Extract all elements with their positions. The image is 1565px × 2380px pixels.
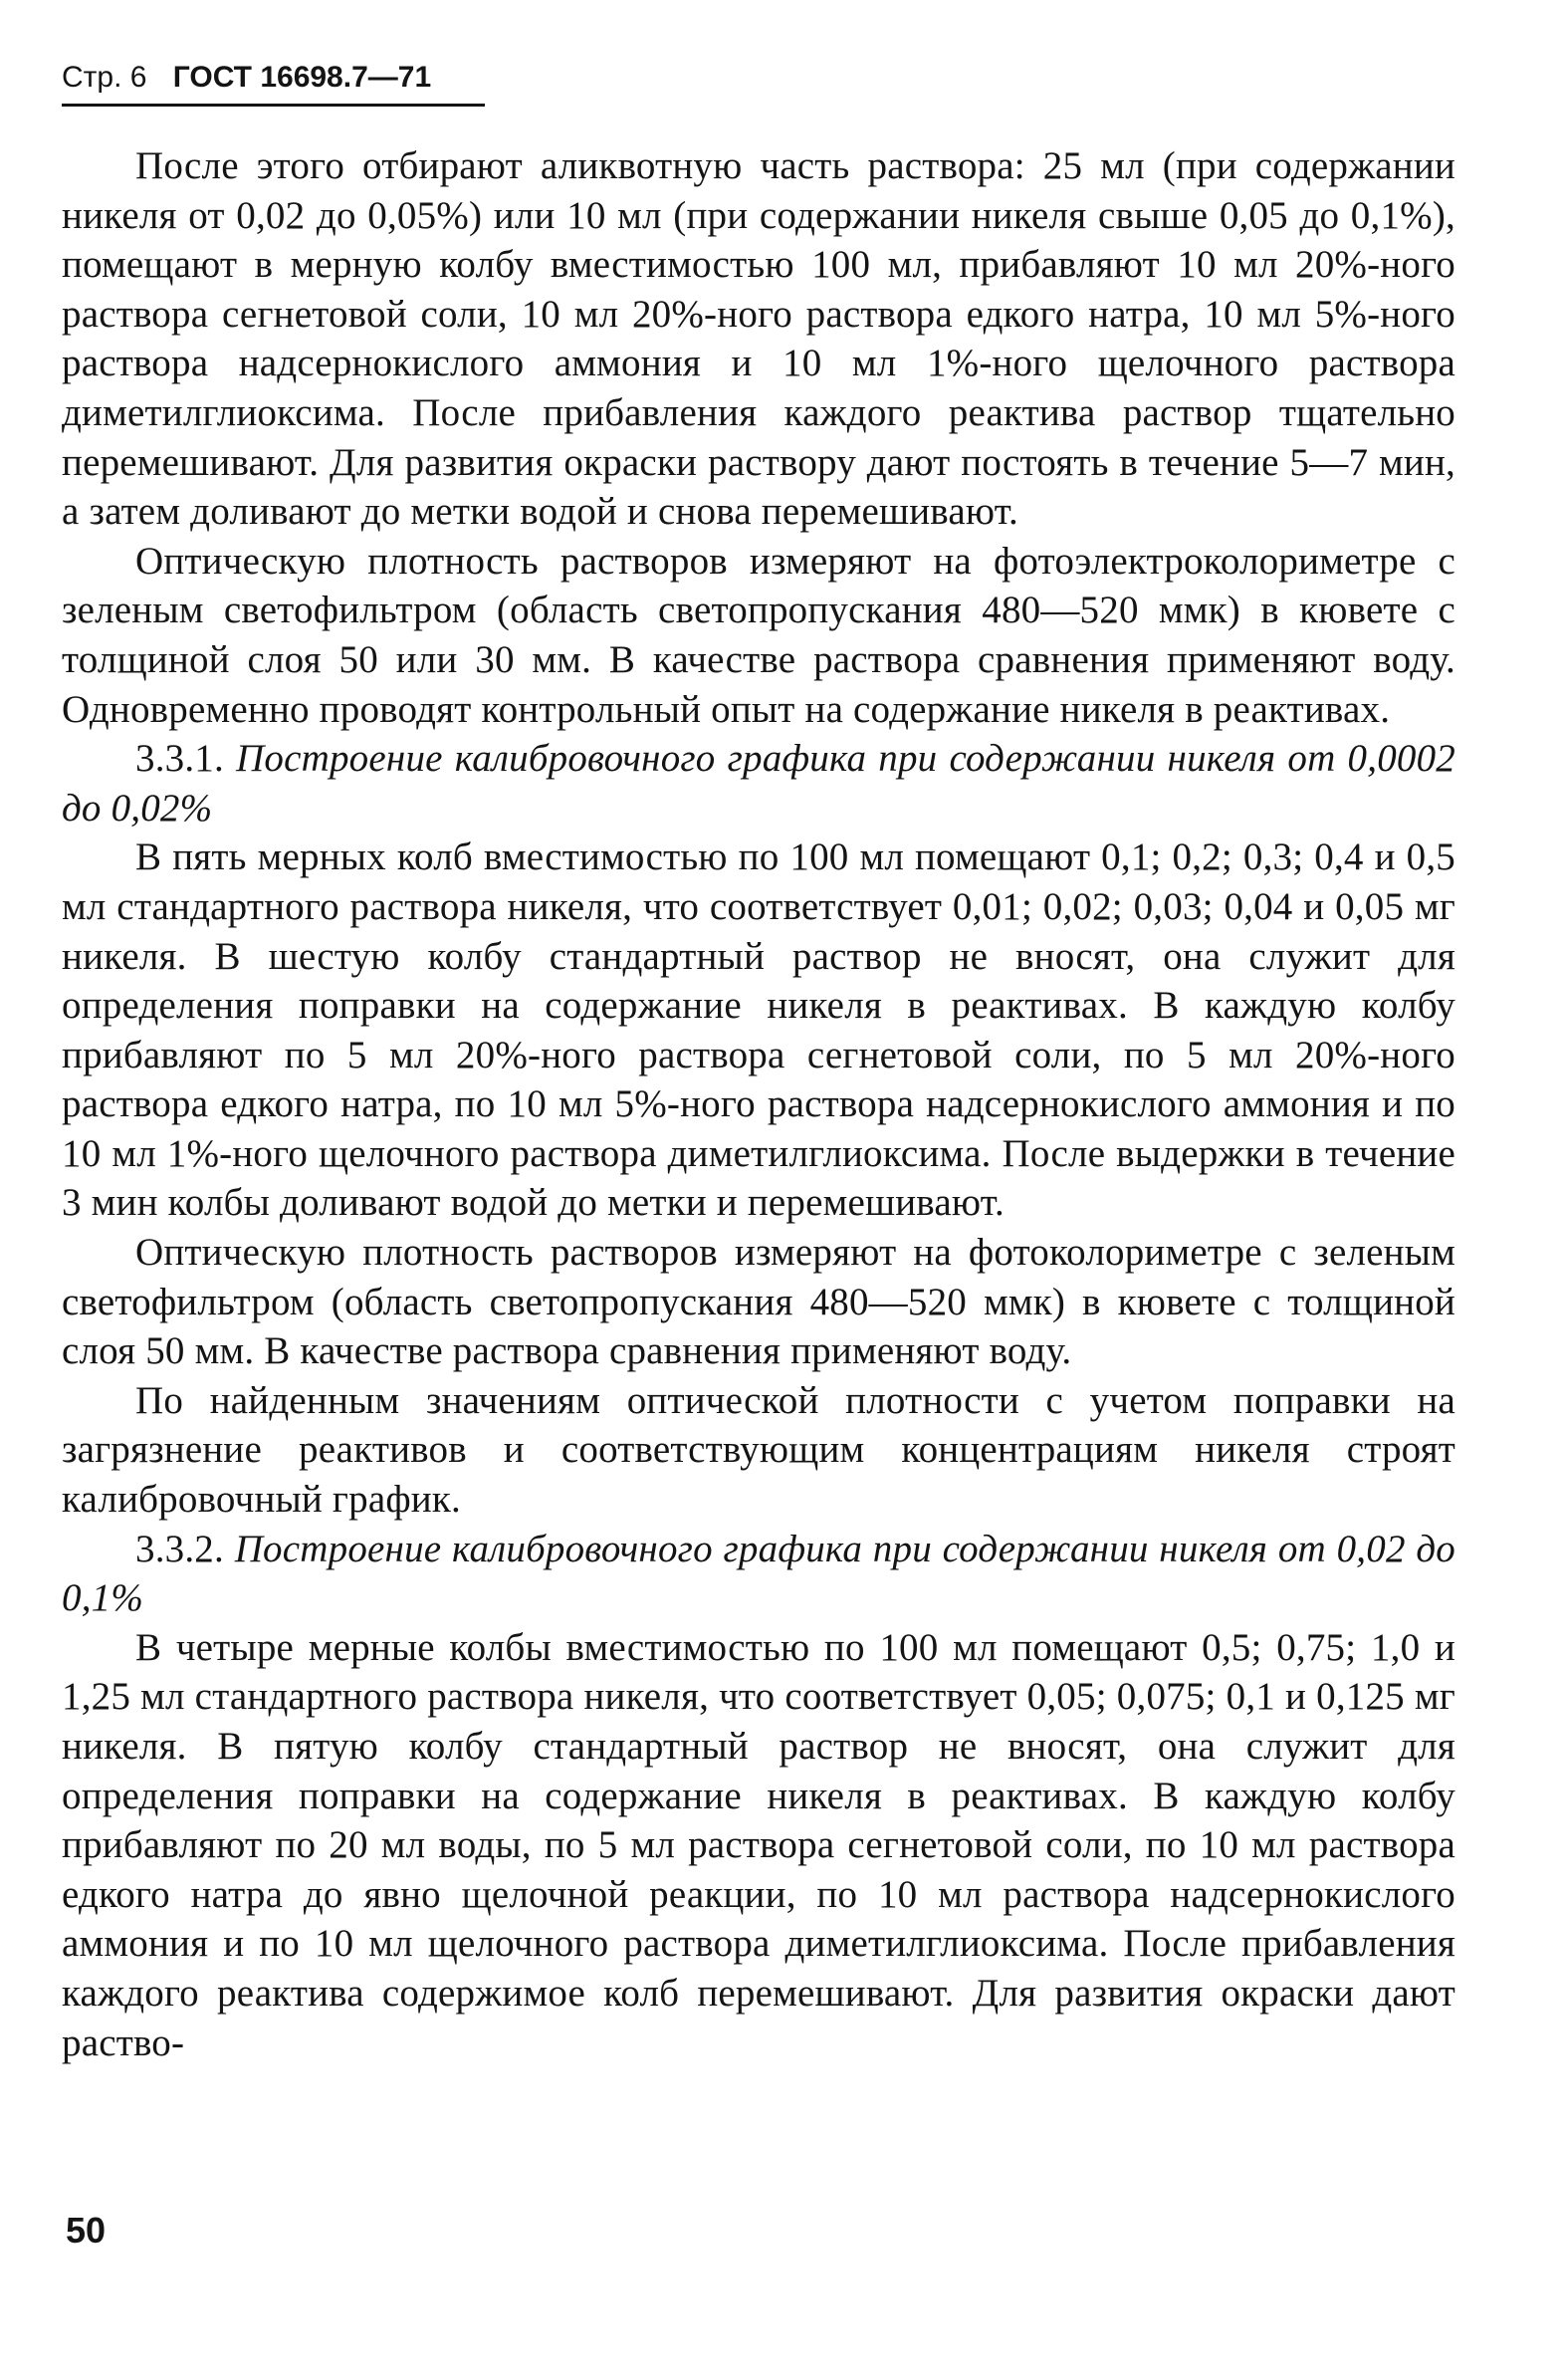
section-title: Построение калибровочного графика при содержании никеля от 0,0002 до 0,02% [62,737,1456,830]
paragraph: После этого отбирают аликвотную часть раствора: 25 мл (при содержании никеля от 0,02 до 0,05%) или 10 мл (при содержании никеля свыше 0,05 до 0,1%), помещают в мерную колбу вместимостью 100 мл, прибавляют 10 мл 20%-ного раствора сегнетовой соли, 10 мл 20%-ного раствора едкого натра, 10 мл 5%-ного раствора надсернокислого аммония и 10 мл 1%-ного щелочного раствора диметилглиоксима. После прибавления каждого реактива раствор тщательно перемешивают. Для развития окраски раствору дают постоять в течение 5—7 мин, а затем доливают до метки водой и снова перемешивают. [62,144,1455,534]
section-title: Построение калибровочного графика при содержании никеля от 0,02 до 0,1% [62,1527,1456,1620]
page-number: 50 [66,2210,107,2251]
running-header [62,58,431,98]
paragraph: Оптическую плотность растворов измеряют на фотоколориметре с зеленым светофильтром (область светопропускания 480—520 ммк) в кювете с толщиной слоя 50 мм. В качестве раствора сравнения применяют воду. [62,1231,1455,1373]
body-text [62,141,1455,2067]
page-label: Стр. 6 [62,61,147,94]
paragraph: В четыре мерные колбы вместимостью по 100 мл помещают 0,5; 0,75; 1,0 и 1,25 мл стандартного раствора никеля, что соответствует 0,05; 0,075; 0,1 и 0,125 мг никеля. В пятую колбу стандартный раствор не вносят, она служит для определения поправки на содержание никеля в реактивах. В каждую колбу прибавляют по 20 мл воды, по 5 мл раствора сегнетовой соли, по 10 мл раствора едкого натра до явно щелочной реакции, по 10 мл раствора надсернокислого аммония и по 10 мл щелочного раствора диметилглиоксима. После прибавления каждого реактива содержимое колб перемешивают. Для развития окраски дают раство- [62,1625,1455,2064]
section-heading-3-3-2 [62,1525,1455,1623]
standard-number: ГОСТ 16698.7—71 [172,61,432,94]
paragraph: По найденным значениям оптической плотности с учетом поправки на загрязнение реактивов и соответствующим концентрациям никеля строят калибровочный график. [62,1378,1455,1522]
section-heading-3-3-1 [62,734,1455,833]
paragraph: В пять мерных колб вместимостью по 100 мл помещают 0,1; 0,2; 0,3; 0,4 и 0,5 мл стандартного раствора никеля, что соответствует 0,01; 0,02; 0,03; 0,04 и 0,05 мг никеля. В шестую колбу стандартный раствор не вносят, она служит для определения поправки на содержание никеля в реактивах. В каждую колбу прибавляют по 5 мл 20%-ного раствора сегнетовой соли, по 5 мл 20%-ного раствора едкого натра, по 10 мл 5%-ного раствора надсернокислого аммония и по 10 мл 1%-ного щелочного раствора диметилглиоксима. После выдержки в течение 3 мин колбы доливают водой до метки и перемешивают. [62,835,1455,1225]
header-rule [62,104,485,107]
paragraph: Оптическую плотность растворов измеряют на фотоэлектроколориметре с зеленым светофильтром (область светопропускания 480—520 ммк) в кювете с толщиной слоя 50 или 30 мм. В качестве раствора сравнения применяют воду. Одновременно проводят контрольный опыт на содержание никеля в реактивах. [62,539,1455,731]
section-number: 3.3.1. [135,737,224,781]
section-number: 3.3.2. [135,1527,224,1570]
